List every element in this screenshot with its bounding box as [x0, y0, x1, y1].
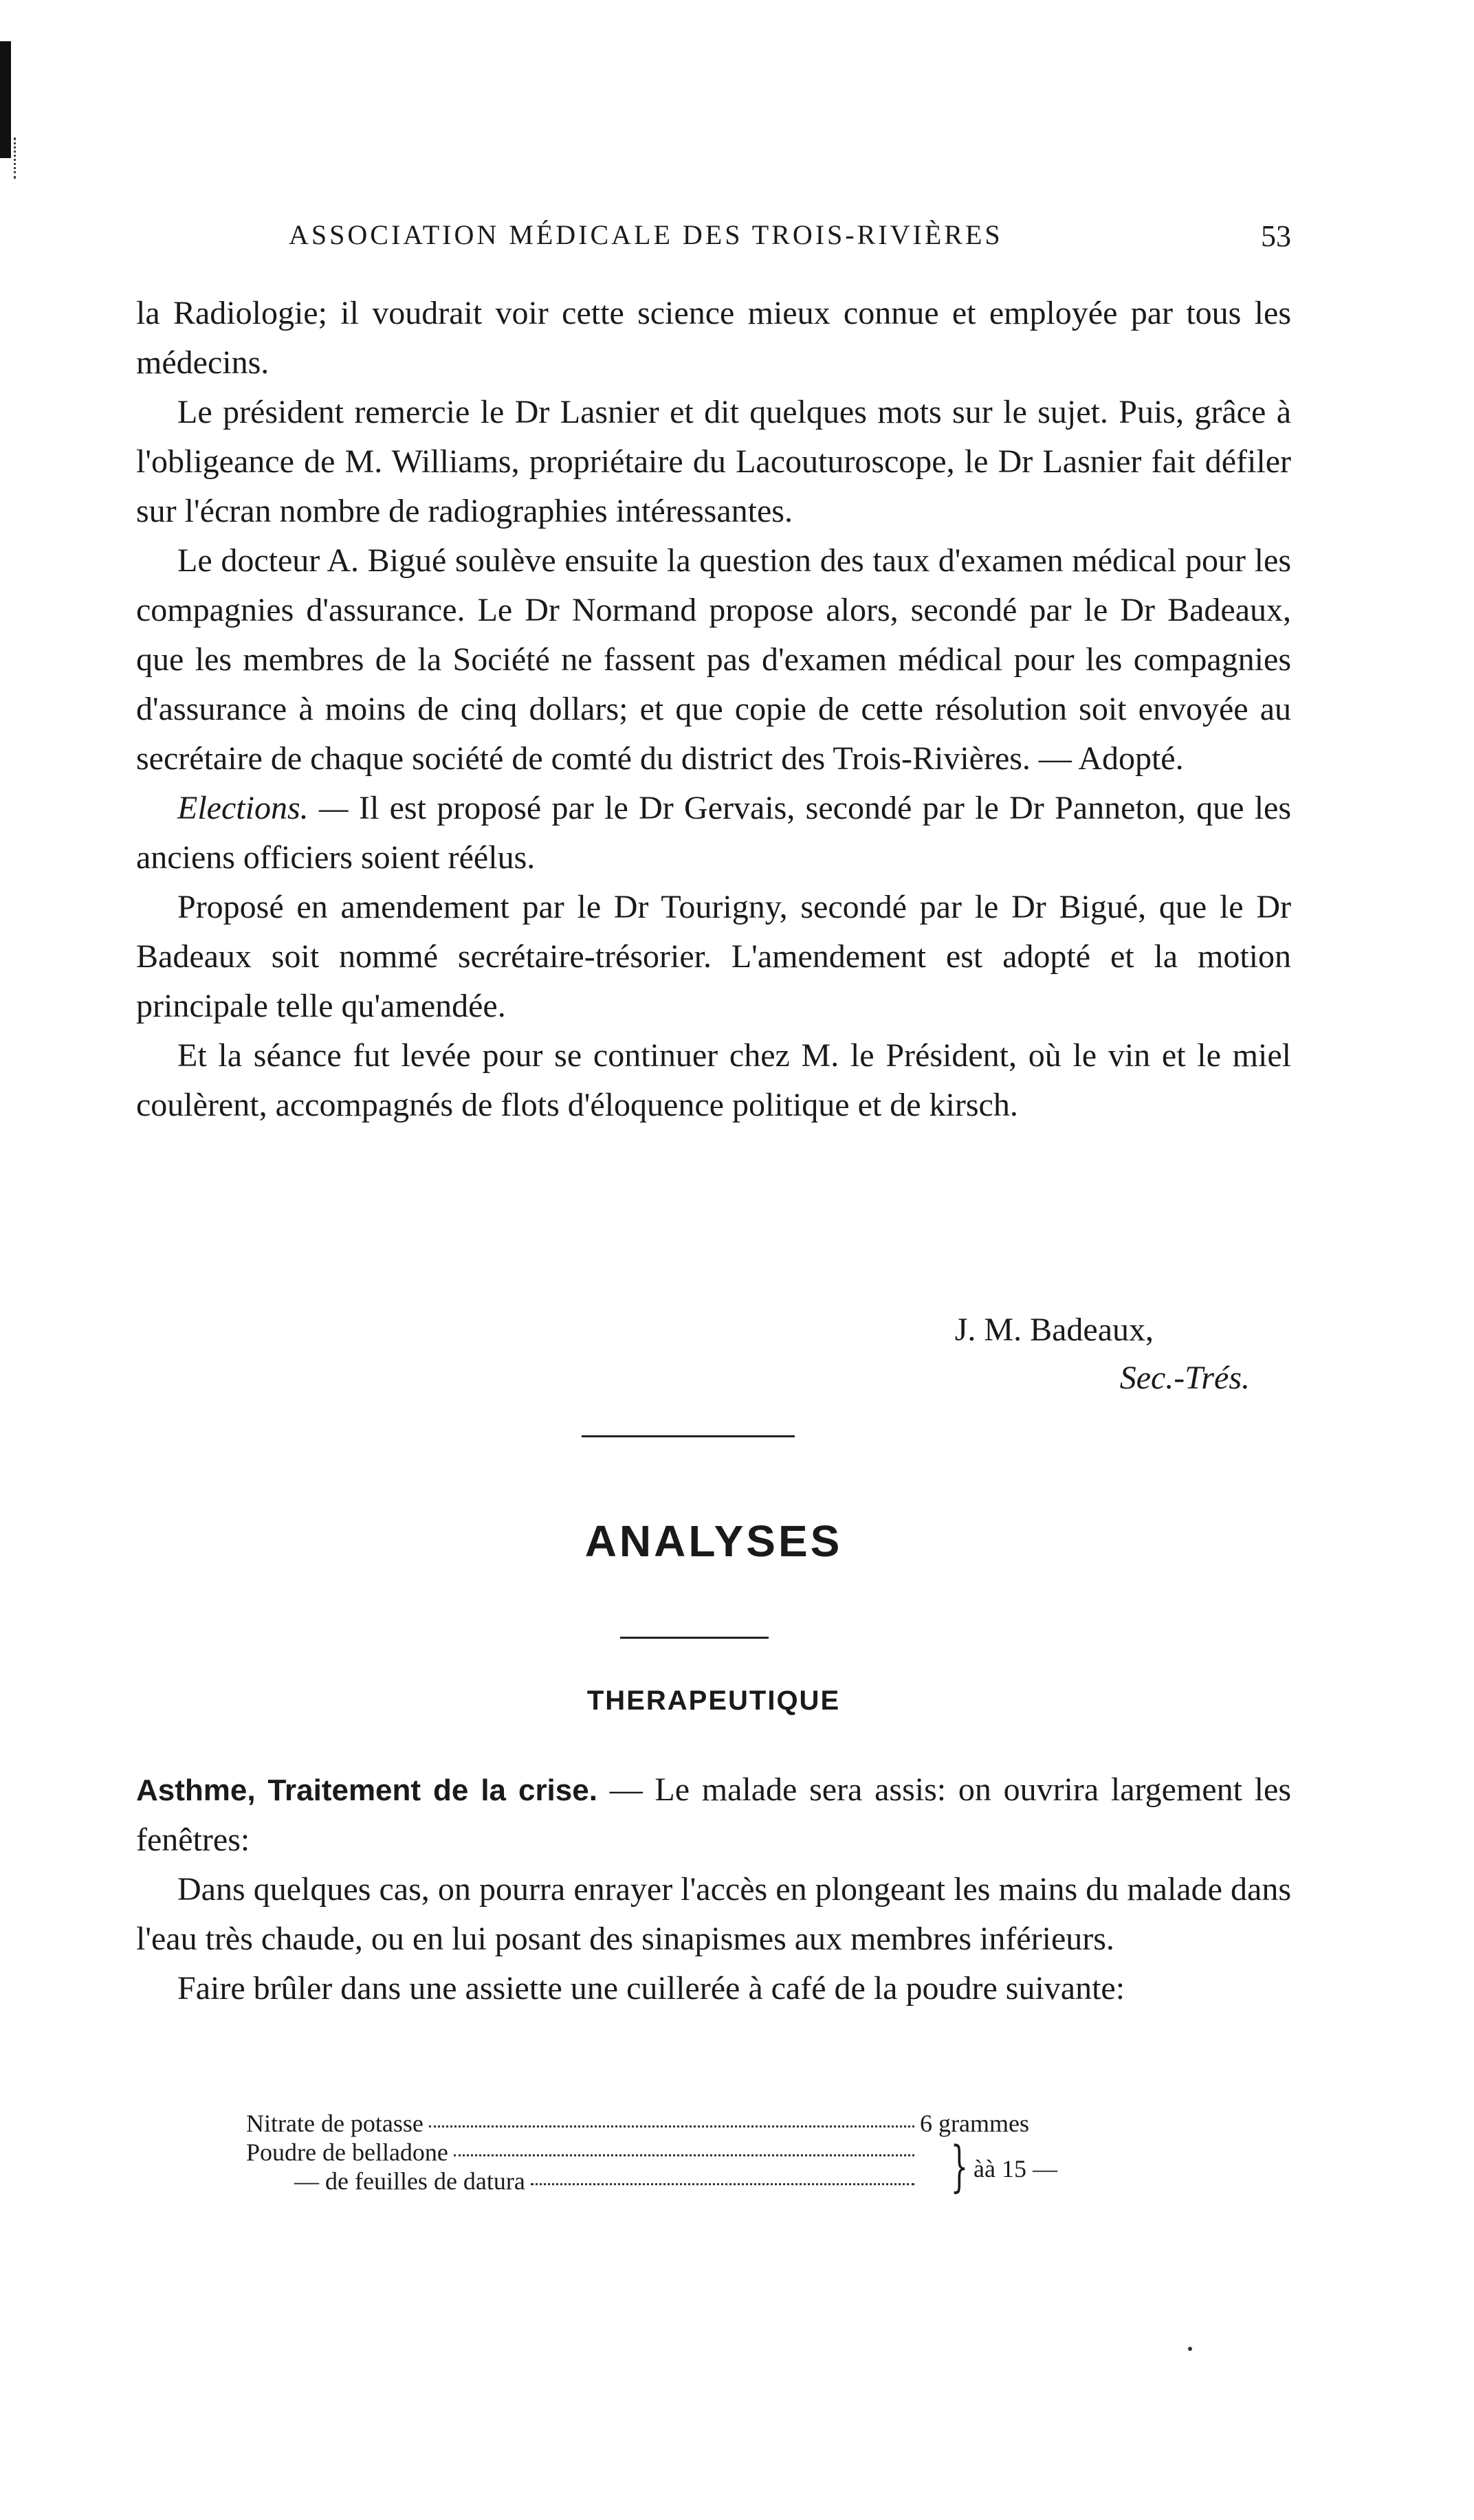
section-divider	[582, 1435, 795, 1437]
title-underline	[620, 1637, 769, 1639]
brace-icon: }	[950, 2134, 969, 2198]
dot-leader	[531, 2183, 914, 2185]
article-paragraph: Dans quelques cas, on pourra enrayer l'accès en plongeant les mains du malade dans l'eau très chaude, ou en lui posant des sinapismes aux membres inférieurs.	[136, 1871, 1291, 1957]
elections-text: Il est proposé par le Dr Gervais, secondé par le Dr Panneton, que les anciens officiers soient réélus.	[136, 790, 1292, 876]
article-title: Asthme, Traitement de la crise.	[136, 1773, 597, 1807]
scan-edge-dots	[14, 137, 20, 179]
report-paragraph: Le docteur A. Bigué soulève ensuite la question des taux d'examen médical pour les compagnies d'assurance. Le Dr Normand propose alors, secondé par le Dr Badeaux, que les membres de la Société ne fassent pas d'examen médical pour les compagnies d'assurance à moins de cinq dollars; et que copie de cette résolution soit envoyée au secrétaire de chaque société de comté du district des Trois-Rivières. — Adopté.	[136, 542, 1291, 777]
article-paragraph: Faire brûler dans une assiette une cuillerée à café de la poudre suivante:	[177, 1970, 1125, 2007]
article-intro: — Le malade sera assis: on ouvrira largement les fenêtres:	[136, 1771, 1291, 1858]
ingredient-name: Poudre de belladone	[246, 2138, 448, 2166]
report-paragraph: Proposé en amendement par le Dr Tourigny, secondé par le Dr Bigué, que le Dr Badeaux soit nommé secrétaire-trésorier. L'amendement est adopté et la motion principale telle qu'amendée.	[136, 889, 1291, 1024]
article-opening	[136, 1765, 1291, 1865]
formula-row	[246, 2109, 1085, 2138]
bracket-quantity: àà 15 —	[974, 2155, 1057, 2182]
scan-edge-mark	[0, 41, 11, 158]
signature-name: J. M. Badeaux,	[954, 1312, 1154, 1348]
ingredient-name: Nitrate de potasse	[246, 2110, 424, 2137]
section-title: ANALYSES	[584, 1516, 843, 1566]
running-title: ASSOCIATION MÉDICALE DES TROIS-RIVIÈRES	[289, 219, 1003, 250]
page-number: 53	[1261, 219, 1291, 253]
subsection-title: THERAPEUTIQUE	[586, 1685, 841, 1716]
elections-label: Elections. —	[177, 790, 349, 826]
analysis-article	[136, 1765, 1291, 2013]
dot-leader	[454, 2154, 914, 2156]
ingredient-quantity: 6 grammes	[920, 2110, 1029, 2137]
running-head	[136, 219, 1291, 260]
meeting-report	[136, 289, 1291, 1130]
signature-role: Sec.-Trés.	[1119, 1360, 1250, 1396]
signature-block	[955, 1306, 1250, 1402]
ingredient-name: — de feuilles de datura	[294, 2167, 525, 2195]
report-paragraph: la Radiologie; il voudrait voir cette science mieux connue et employée par tous les médecins.	[136, 295, 1291, 381]
prescription-formula	[246, 2109, 1085, 2196]
stray-mark	[1188, 2347, 1192, 2351]
report-paragraph: Et la séance fut levée pour se continuer chez M. le Président, où le vin et le miel coulèrent, accompagnés de flots d'éloquence politique et de kirsch.	[136, 1037, 1291, 1123]
bracketed-ingredients	[246, 2134, 1085, 2198]
dot-leader	[429, 2125, 914, 2127]
report-paragraph: Le président remercie le Dr Lasnier et dit quelques mots sur le sujet. Puis, grâce à l'obligeance de M. Williams, propriétaire du Lacouturoscope, le Dr Lasnier fait défiler sur l'écran nombre de radiographies intéressantes.	[136, 394, 1291, 529]
elections-paragraph	[136, 784, 1291, 883]
